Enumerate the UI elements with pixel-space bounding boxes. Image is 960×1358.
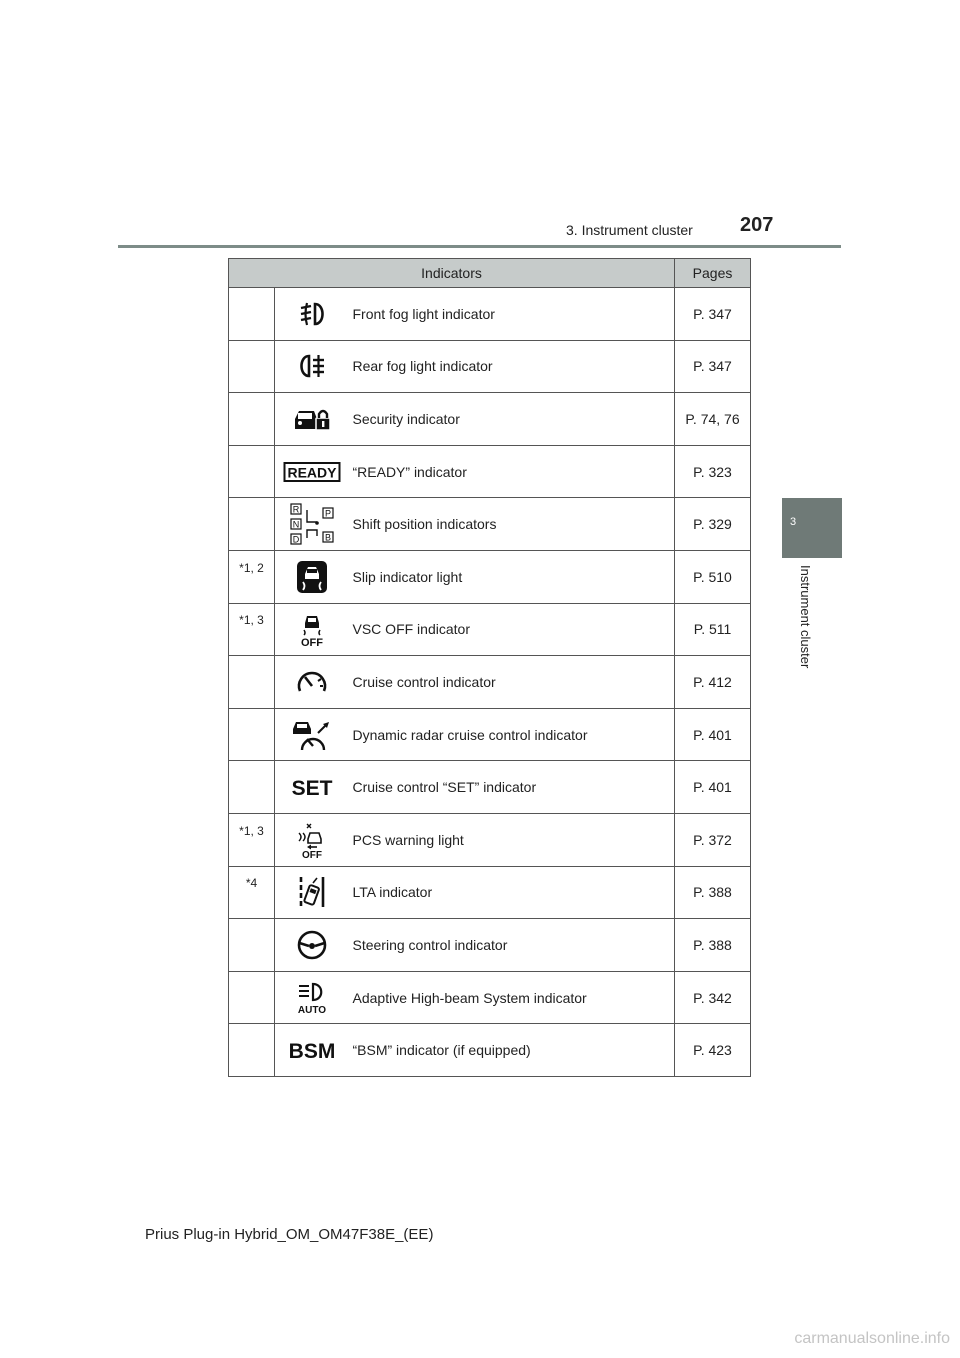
page-ref: P. 372 [675, 813, 751, 866]
watermark: carmanualsonline.info [794, 1330, 950, 1347]
note-cell [229, 340, 275, 393]
set-icon [290, 774, 334, 800]
adaptive-high-beam-icon [293, 981, 331, 1015]
indicator-name: Steering control indicator [349, 919, 675, 972]
table-row [229, 550, 751, 603]
footer-document-id: Prius Plug-in Hybrid_OM_OM47F38E_(EE) [145, 1226, 434, 1243]
side-tab-number: 3 [790, 516, 797, 528]
icon-cell [275, 971, 349, 1024]
note-cell: *1, 2 [229, 550, 275, 603]
table-row [229, 866, 751, 919]
note-cell [229, 445, 275, 498]
cruise-control-icon [295, 667, 329, 697]
header-rule [118, 245, 841, 248]
table-row [229, 656, 751, 709]
page-ref: P. 412 [675, 656, 751, 709]
table-row [229, 919, 751, 972]
page-ref: P. 510 [675, 550, 751, 603]
note-cell: *4 [229, 866, 275, 919]
page-ref: P. 388 [675, 866, 751, 919]
indicator-name: Adaptive High-beam System indicator [349, 971, 675, 1024]
indicators-table [228, 258, 751, 1077]
table-row [229, 288, 751, 341]
table-row [229, 708, 751, 761]
indicator-name: VSC OFF indicator [349, 603, 675, 656]
icon-cell [275, 603, 349, 656]
indicator-name: “BSM” indicator (if equipped) [349, 1024, 675, 1077]
note-cell [229, 761, 275, 814]
side-tab-label: Instrument cluster [798, 565, 813, 669]
page-ref: P. 423 [675, 1024, 751, 1077]
side-tab [782, 498, 842, 558]
table-header-row [229, 259, 751, 288]
indicator-name: Cruise control “SET” indicator [349, 761, 675, 814]
bsm-icon [287, 1037, 337, 1063]
steering-control-icon [296, 929, 328, 961]
header-section-title: 3. Instrument cluster [566, 222, 693, 238]
note-cell [229, 1024, 275, 1077]
note-cell [229, 288, 275, 341]
indicator-name: Shift position indicators [349, 498, 675, 551]
svg-text:B: B [324, 532, 331, 543]
page-ref: P. 342 [675, 971, 751, 1024]
indicator-name: LTA indicator [349, 866, 675, 919]
page-ref: P. 388 [675, 919, 751, 972]
page-ref: P. 329 [675, 498, 751, 551]
pcs-warning-icon [295, 821, 329, 859]
svg-text:D: D [292, 534, 299, 545]
icon-cell [275, 288, 349, 341]
note-cell: *1, 3 [229, 813, 275, 866]
svg-text:BSM: BSM [288, 1040, 336, 1064]
svg-text:AUTO: AUTO [297, 1004, 326, 1015]
note-cell [229, 393, 275, 446]
table-row [229, 813, 751, 866]
icon-cell [275, 550, 349, 603]
note-cell [229, 498, 275, 551]
svg-text:OFF: OFF [301, 849, 322, 859]
svg-text:P: P [324, 508, 331, 519]
icon-cell [275, 498, 349, 551]
note-cell [229, 656, 275, 709]
table-row [229, 393, 751, 446]
icon-cell [275, 866, 349, 919]
header-indicators: Indicators [229, 259, 675, 288]
indicator-name: “READY” indicator [349, 445, 675, 498]
page-ref: P. 323 [675, 445, 751, 498]
lta-icon [295, 874, 329, 910]
page-ref: P. 401 [675, 761, 751, 814]
svg-text:OFF: OFF [300, 637, 323, 648]
svg-text:N: N [292, 519, 299, 530]
icon-cell [275, 445, 349, 498]
svg-text:SET: SET [291, 777, 333, 801]
page-ref: P. 74, 76 [675, 393, 751, 446]
ready-icon [283, 460, 341, 484]
table-row [229, 1024, 751, 1077]
rear-fog-light-icon [295, 352, 329, 380]
table-row [229, 603, 751, 656]
note-cell [229, 708, 275, 761]
icon-cell [275, 761, 349, 814]
note-cell [229, 971, 275, 1024]
icon-cell [275, 340, 349, 393]
header-pages: Pages [675, 259, 751, 288]
indicator-name: Front fog light indicator [349, 288, 675, 341]
page-ref: P. 347 [675, 340, 751, 393]
vsc-off-icon [295, 611, 329, 647]
page-ref: P. 401 [675, 708, 751, 761]
icon-cell [275, 919, 349, 972]
indicator-name: Security indicator [349, 393, 675, 446]
note-cell: *1, 3 [229, 603, 275, 656]
table-row [229, 445, 751, 498]
icon-cell [275, 1024, 349, 1077]
icon-cell [275, 656, 349, 709]
table-row [229, 971, 751, 1024]
indicator-name: PCS warning light [349, 813, 675, 866]
page-ref: P. 347 [675, 288, 751, 341]
page-ref: P. 511 [675, 603, 751, 656]
indicator-name: Cruise control indicator [349, 656, 675, 709]
page-number: 207 [740, 214, 774, 236]
indicator-name: Slip indicator light [349, 550, 675, 603]
icon-cell [275, 813, 349, 866]
svg-text:READY: READY [287, 464, 337, 481]
slip-indicator-icon [296, 560, 328, 594]
indicator-name: Rear fog light indicator [349, 340, 675, 393]
icon-cell [275, 708, 349, 761]
security-lock-icon [292, 405, 332, 433]
table-row [229, 498, 751, 551]
icon-cell [275, 393, 349, 446]
shift-position-icon [289, 502, 335, 546]
svg-text:R: R [292, 504, 299, 515]
note-cell [229, 919, 275, 972]
table-row [229, 340, 751, 393]
table-row [229, 761, 751, 814]
indicator-name: Dynamic radar cruise control indicator [349, 708, 675, 761]
radar-cruise-icon [290, 717, 334, 753]
front-fog-light-icon [295, 300, 329, 328]
